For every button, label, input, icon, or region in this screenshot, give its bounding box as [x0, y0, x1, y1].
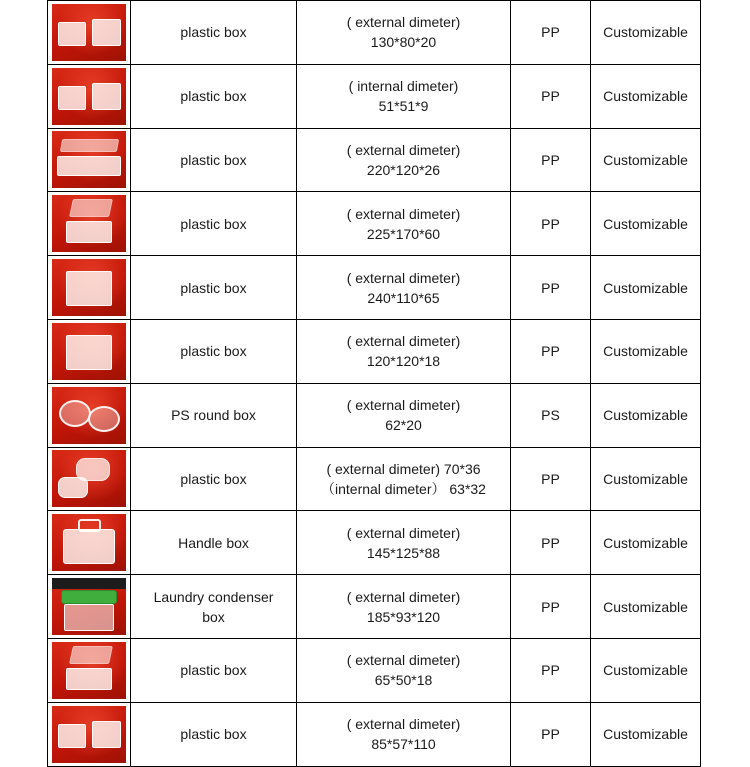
- product-name: plastic box: [131, 638, 297, 702]
- product-photo-cell: [48, 575, 131, 639]
- dimension-line: 62*20: [385, 417, 422, 434]
- table-row: [48, 383, 701, 447]
- product-dimensions: [297, 702, 511, 766]
- dimension-line: ( external dimeter): [346, 269, 461, 286]
- dimension-line: 225*170*60: [366, 225, 441, 242]
- product-dimensions: [297, 192, 511, 256]
- product-photo-cell: [48, 192, 131, 256]
- product-photo-cell: [48, 702, 131, 766]
- dimension-line: 145*125*88: [366, 544, 441, 561]
- dimension-line: 185*93*120: [366, 608, 441, 625]
- dimension-line: ( external dimeter): [346, 205, 461, 222]
- table-row: [48, 702, 701, 766]
- product-customizable: Customizable: [591, 128, 701, 192]
- dimension-line: ( external dimeter): [346, 397, 461, 414]
- product-photo-image: [52, 323, 126, 380]
- product-dimensions: [297, 256, 511, 320]
- product-dimensions: [297, 447, 511, 511]
- dimension-line: 51*51*9: [378, 98, 429, 115]
- table-row: [48, 64, 701, 128]
- dimension-line: ( external dimeter): [346, 588, 461, 605]
- product-name: plastic box: [131, 64, 297, 128]
- product-material: PP: [511, 128, 591, 192]
- table-row: [48, 128, 701, 192]
- product-customizable: Customizable: [591, 192, 701, 256]
- table-row: [48, 1, 701, 65]
- product-photo-image: [52, 259, 126, 316]
- product-material: PP: [511, 256, 591, 320]
- product-photo-image: [52, 450, 126, 507]
- product-customizable: Customizable: [591, 511, 701, 575]
- product-customizable: Customizable: [591, 319, 701, 383]
- product-name: plastic box: [131, 702, 297, 766]
- dimension-line: 65*50*18: [374, 672, 433, 689]
- table-row: [48, 638, 701, 702]
- product-customizable: Customizable: [591, 1, 701, 65]
- product-name: plastic box: [131, 447, 297, 511]
- dimension-line: 130*80*20: [370, 34, 437, 51]
- product-photo-cell: [48, 64, 131, 128]
- product-photo-cell: [48, 447, 131, 511]
- table-row: [48, 447, 701, 511]
- product-customizable: Customizable: [591, 256, 701, 320]
- product-name: plastic box: [131, 1, 297, 65]
- product-material: PP: [511, 192, 591, 256]
- table-row: [48, 511, 701, 575]
- dimension-line: 120*120*18: [366, 353, 441, 370]
- product-photo-image: [52, 195, 126, 252]
- product-dimensions: [297, 319, 511, 383]
- product-material: PP: [511, 1, 591, 65]
- dimension-line: ( external dimeter): [346, 141, 461, 158]
- product-dimensions: [297, 383, 511, 447]
- product-spec-table: [47, 0, 701, 767]
- product-photo-cell: [48, 511, 131, 575]
- dimension-line: 240*110*65: [367, 289, 440, 306]
- dimension-line: ( external dimeter): [346, 524, 461, 541]
- product-photo-image: [52, 4, 126, 61]
- product-name: plastic box: [131, 256, 297, 320]
- dimension-line: ( external dimeter): [346, 716, 461, 733]
- product-customizable: Customizable: [591, 64, 701, 128]
- product-photo-image: [52, 578, 126, 635]
- product-dimensions: [297, 64, 511, 128]
- product-photo-image: [52, 642, 126, 699]
- product-photo-cell: [48, 383, 131, 447]
- product-material: PP: [511, 638, 591, 702]
- table-row: [48, 575, 701, 639]
- product-customizable: Customizable: [591, 383, 701, 447]
- table-row: [48, 319, 701, 383]
- product-photo-image: [52, 131, 126, 188]
- product-dimensions: [297, 1, 511, 65]
- product-customizable: Customizable: [591, 702, 701, 766]
- product-name: PS round box: [131, 383, 297, 447]
- product-material: PP: [511, 319, 591, 383]
- product-photo-image: [52, 387, 126, 444]
- product-photo-cell: [48, 256, 131, 320]
- dimension-line: 85*57*110: [371, 736, 436, 753]
- product-customizable: Customizable: [591, 575, 701, 639]
- product-material: PP: [511, 511, 591, 575]
- dimension-line: ( internal dimeter): [348, 78, 459, 95]
- product-photo-cell: [48, 638, 131, 702]
- dimension-line: ( external dimeter): [346, 14, 461, 31]
- product-dimensions: [297, 128, 511, 192]
- product-name: plastic box: [131, 192, 297, 256]
- dimension-line: ( external dimeter): [346, 333, 461, 350]
- product-dimensions: [297, 638, 511, 702]
- product-material: PS: [511, 383, 591, 447]
- product-name: plastic box: [131, 319, 297, 383]
- product-customizable: Customizable: [591, 638, 701, 702]
- product-photo-cell: [48, 319, 131, 383]
- product-material: PP: [511, 447, 591, 511]
- product-photo-image: [52, 706, 126, 763]
- product-name: Laundry condenser box: [131, 575, 297, 639]
- product-dimensions: [297, 575, 511, 639]
- dimension-line: （internal dimeter） 63*32: [321, 480, 486, 497]
- product-customizable: Customizable: [591, 447, 701, 511]
- table-row: [48, 256, 701, 320]
- product-photo-image: [52, 68, 126, 125]
- product-name: plastic box: [131, 128, 297, 192]
- product-photo-cell: [48, 1, 131, 65]
- table-row: [48, 192, 701, 256]
- product-photo-image: [52, 514, 126, 571]
- dimension-line: ( external dimeter) 70*36: [326, 460, 481, 477]
- product-table-body: [48, 1, 701, 767]
- dimension-line: ( external dimeter): [346, 652, 461, 669]
- product-material: PP: [511, 64, 591, 128]
- product-photo-cell: [48, 128, 131, 192]
- product-material: PP: [511, 702, 591, 766]
- dimension-line: 220*120*26: [366, 161, 441, 178]
- product-name: Handle box: [131, 511, 297, 575]
- product-dimensions: [297, 511, 511, 575]
- product-material: PP: [511, 575, 591, 639]
